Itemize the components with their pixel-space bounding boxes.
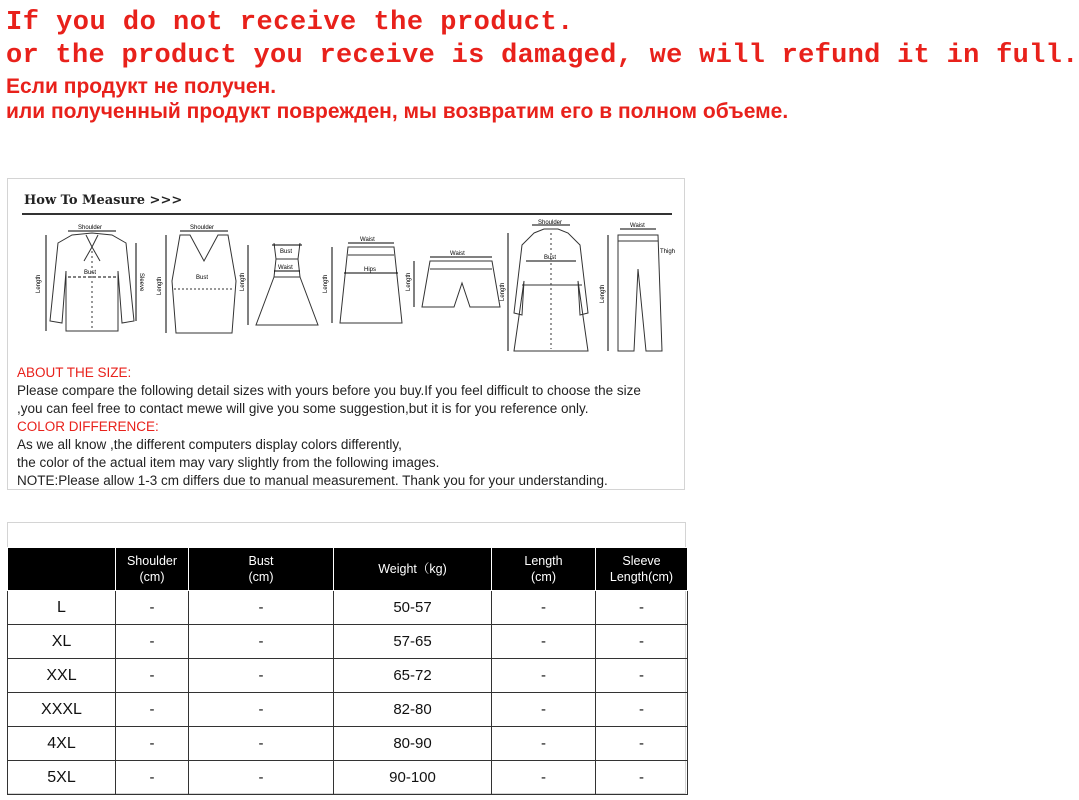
label-waist: Waist: [630, 223, 645, 229]
header-size: [8, 548, 116, 591]
length-cell: -: [492, 659, 596, 693]
label-length: Length: [323, 274, 329, 293]
label-hips: Hips: [364, 267, 377, 273]
refund-line-4-ru: или полученный продукт поврежден, мы возвратим его в полном объеме.: [6, 100, 789, 123]
label-shoulder: Shoulder: [538, 220, 563, 226]
label-bust: Bust: [196, 275, 209, 281]
tank-top-icon: [157, 225, 236, 333]
label-length: Length: [157, 276, 163, 295]
label-sleeve: Sleeve: [138, 273, 144, 292]
measurement-note: NOTE:Please allow 1-3 cm differs due to manual measurement. Thank you for your understanding.: [17, 473, 608, 488]
length-cell: -: [492, 625, 596, 659]
how-to-measure-panel: [7, 178, 685, 490]
table-row: [8, 591, 688, 625]
bust-cell: -: [189, 761, 334, 795]
table-row: [8, 659, 688, 693]
label-thigh: Thigh: [660, 249, 676, 255]
label-length: Length: [500, 282, 506, 301]
shorts-icon: [406, 251, 500, 307]
weight-cell: 57-65: [334, 625, 492, 659]
weight-cell: 50-57: [334, 591, 492, 625]
table-row: [8, 727, 688, 761]
color-difference-line-1: As we all know ,the different computers display colors differently,: [17, 437, 402, 452]
size-cell: XL: [8, 625, 116, 659]
color-difference-line-2: the color of the actual item may vary slightly from the following images.: [17, 455, 440, 470]
bust-cell: -: [189, 727, 334, 761]
title-divider: [22, 213, 672, 215]
size-cell: 4XL: [8, 727, 116, 761]
how-to-measure-title: How To Measure >>>: [24, 193, 183, 208]
refund-line-3-ru: Если продукт не получен.: [6, 75, 277, 98]
weight-cell: 80-90: [334, 727, 492, 761]
length-cell: -: [492, 727, 596, 761]
weight-cell: 82-80: [334, 693, 492, 727]
weight-cell: 65-72: [334, 659, 492, 693]
weight-cell: 90-100: [334, 761, 492, 795]
dress-icon: [240, 243, 318, 325]
sleeve-cell: -: [596, 727, 688, 761]
table-row: [8, 761, 688, 795]
shoulder-cell: -: [116, 659, 189, 693]
label-bust: Bust: [280, 249, 293, 255]
shoulder-cell: -: [116, 693, 189, 727]
header-weight: [334, 548, 492, 591]
bust-cell: -: [189, 625, 334, 659]
label-shoulder: Shoulder: [190, 225, 215, 231]
header-shoulder-title: Shoulder: [126, 554, 178, 568]
sleeve-cell: -: [596, 591, 688, 625]
label-waist: Waist: [278, 265, 293, 271]
label-bust: Bust: [84, 270, 97, 276]
bust-cell: -: [189, 693, 334, 727]
size-cell: XXXL: [8, 693, 116, 727]
trousers-icon: [600, 223, 675, 351]
label-length: Length: [240, 272, 246, 291]
header-bust-unit: (cm): [248, 570, 274, 584]
header-length-unit: (cm): [531, 570, 556, 584]
header-weight-title: Weight（kg): [378, 562, 447, 576]
header-bust-title: Bust: [248, 554, 274, 568]
size-cell: XXL: [8, 659, 116, 693]
header-shoulder: [116, 548, 189, 591]
header-shoulder-unit: (cm): [139, 570, 165, 584]
header-sleeve-length: [596, 548, 688, 591]
shoulder-cell: -: [116, 727, 189, 761]
size-chart-table: [7, 547, 688, 795]
blouse-icon: [36, 225, 144, 331]
length-cell: -: [492, 761, 596, 795]
header-length: [492, 548, 596, 591]
table-row: [8, 625, 688, 659]
length-cell: -: [492, 591, 596, 625]
trench-coat-icon: [500, 220, 588, 351]
sleeve-cell: -: [596, 625, 688, 659]
size-cell: L: [8, 591, 116, 625]
header-length-title: Length: [524, 554, 563, 568]
table-row: [8, 693, 688, 727]
refund-line-2: or the product you receive is damaged, we will refund it in full.: [6, 41, 1079, 71]
bust-cell: -: [189, 591, 334, 625]
about-size-heading: ABOUT THE SIZE:: [17, 365, 132, 380]
about-size-line-1: Please compare the following detail sizes with yours before you buy.If you feel difficult to choose the size: [17, 383, 641, 398]
shoulder-cell: -: [116, 625, 189, 659]
sleeve-cell: -: [596, 659, 688, 693]
about-size-line-2: ,you can feel free to contact mewe will give you some suggestion,but it is for you reference only.: [17, 401, 589, 416]
label-waist: Waist: [360, 237, 375, 243]
header-sleeve-title: Sleeve: [622, 554, 661, 568]
sleeve-cell: -: [596, 693, 688, 727]
shoulder-cell: -: [116, 591, 189, 625]
sleeve-cell: -: [596, 761, 688, 795]
header-bust: [189, 548, 334, 591]
length-cell: -: [492, 693, 596, 727]
bust-cell: -: [189, 659, 334, 693]
refund-banner: [0, 0, 1079, 128]
header-sleeve-unit: Length(cm): [609, 570, 674, 584]
label-length: Length: [36, 274, 42, 293]
size-cell: 5XL: [8, 761, 116, 795]
label-shoulder: Shoulder: [78, 225, 103, 231]
label-length: Length: [406, 272, 412, 291]
color-difference-heading: COLOR DIFFERENCE:: [17, 419, 159, 434]
shoulder-cell: -: [116, 761, 189, 795]
label-waist: Waist: [450, 251, 465, 257]
size-table-header: [8, 548, 688, 591]
label-bust: Bust: [544, 255, 557, 261]
skirt-icon: [323, 237, 402, 323]
label-length: Length: [600, 284, 606, 303]
refund-line-1: If you do not receive the product.: [6, 8, 574, 38]
size-notes: [17, 364, 641, 490]
measurement-illustrations: [22, 220, 676, 361]
